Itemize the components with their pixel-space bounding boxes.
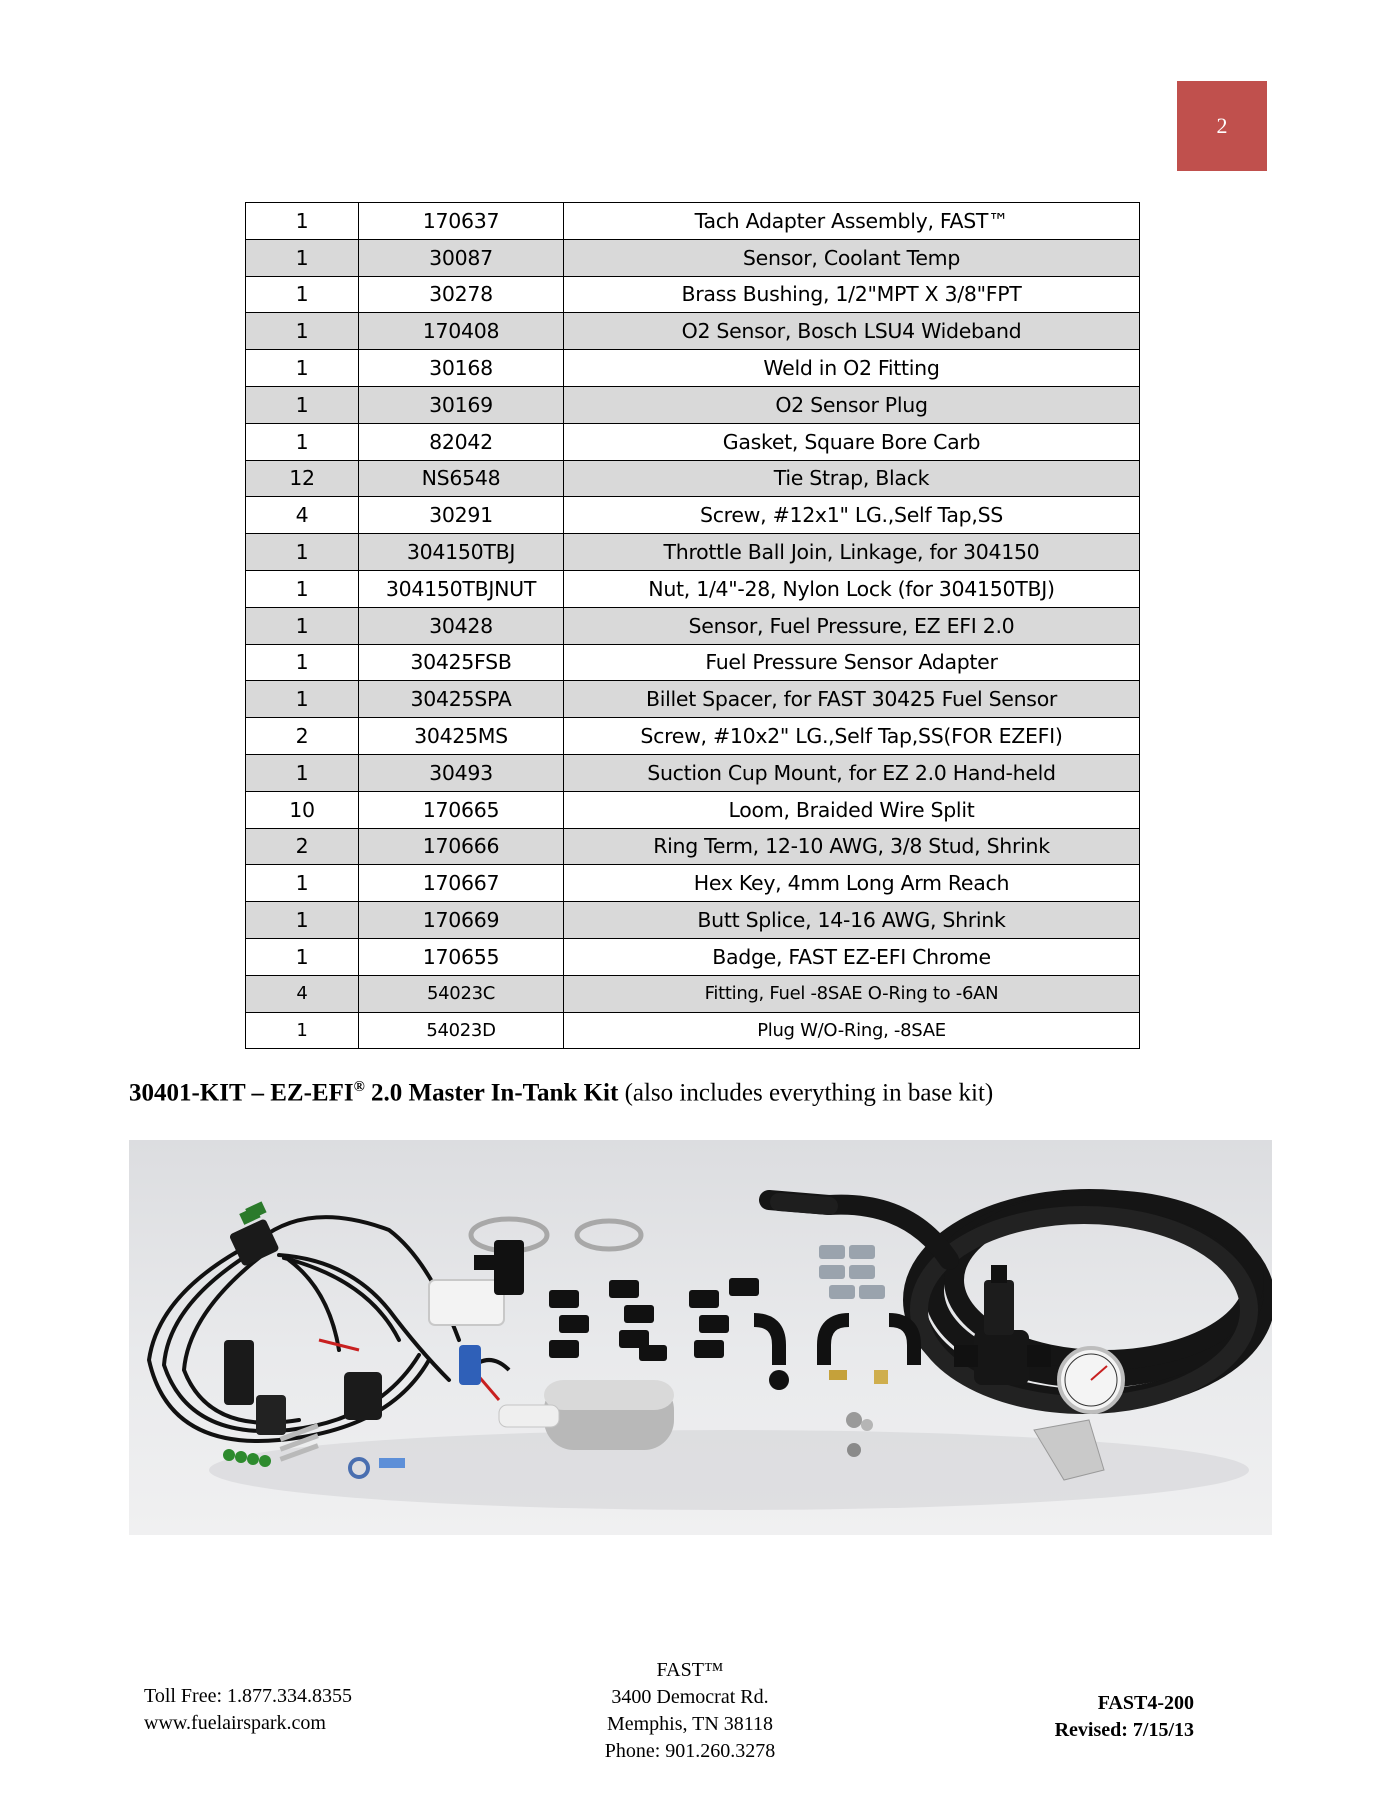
wiring-harness <box>149 1217 459 1441</box>
description-cell: Brass Bushing, 1/2"MPT X 3/8"FPT <box>564 276 1140 313</box>
revision-date: Revised: 7/15/13 <box>1054 1719 1194 1741</box>
footer-address <box>540 1657 840 1765</box>
qty-cell: 10 <box>246 791 359 828</box>
qty-cell: 1 <box>246 607 359 644</box>
part-number-cell: 30278 <box>359 276 564 313</box>
part-number-cell: 170666 <box>359 828 564 865</box>
footer-doc-info <box>1000 1690 1194 1744</box>
description-cell: Ring Term, 12-10 AWG, 3/8 Stud, Shrink <box>564 828 1140 865</box>
kit-title-prefix: 30401-KIT – EZ-EFI <box>129 1079 354 1107</box>
description-cell: Plug W/O-Ring, -8SAE <box>564 1012 1140 1049</box>
description-cell: Screw, #12x1" LG.,Self Tap,SS <box>564 497 1140 534</box>
qty-cell: 1 <box>246 938 359 975</box>
kit-title-suffix: 2.0 Master In-Tank Kit <box>364 1079 619 1107</box>
qty-cell: 2 <box>246 718 359 755</box>
table-row <box>246 607 1140 644</box>
qty-cell: 2 <box>246 828 359 865</box>
table-row <box>246 644 1140 681</box>
description-cell: Gasket, Square Bore Carb <box>564 423 1140 460</box>
table-row <box>246 1012 1140 1049</box>
qty-cell: 1 <box>246 902 359 939</box>
brass-bushing <box>874 1370 888 1384</box>
part-number-cell: 30169 <box>359 386 564 423</box>
part-number-cell: 30428 <box>359 607 564 644</box>
description-cell: Butt Splice, 14-16 AWG, Shrink <box>564 902 1140 939</box>
part-number-cell: 30493 <box>359 754 564 791</box>
table-row <box>246 313 1140 350</box>
toll-free: Toll Free: 1.877.334.8355 <box>144 1685 353 1707</box>
part-number-cell: 170665 <box>359 791 564 828</box>
kit-contents-illustration <box>129 1140 1272 1535</box>
qty-cell: 1 <box>246 423 359 460</box>
qty-cell: 1 <box>246 681 359 718</box>
table-row <box>246 865 1140 902</box>
part-number-cell: NS6548 <box>359 460 564 497</box>
table-row <box>246 975 1140 1012</box>
city-state-zip: Memphis, TN 38118 <box>606 1713 774 1735</box>
description-cell: Fuel Pressure Sensor Adapter <box>564 644 1140 681</box>
footer-contact <box>144 1683 352 1737</box>
part-number-cell: 30425MS <box>359 718 564 755</box>
table-row <box>246 350 1140 387</box>
table-row <box>246 938 1140 975</box>
description-cell: Sensor, Coolant Temp <box>564 239 1140 276</box>
description-cell: Nut, 1/4"-28, Nylon Lock (for 304150TBJ) <box>564 570 1140 607</box>
table-row <box>246 276 1140 313</box>
description-cell: Tach Adapter Assembly, FAST™ <box>564 203 1140 240</box>
part-number-cell: 170408 <box>359 313 564 350</box>
table-row <box>246 754 1140 791</box>
description-cell: Throttle Ball Join, Linkage, for 304150 <box>564 534 1140 571</box>
part-number-cell: 30291 <box>359 497 564 534</box>
part-number-cell: 30425SPA <box>359 681 564 718</box>
qty-cell: 1 <box>246 350 359 387</box>
kit-note: (also includes everything in base kit) <box>618 1079 994 1107</box>
description-cell: Suction Cup Mount, for EZ 2.0 Hand-held <box>564 754 1140 791</box>
part-number-cell: 30087 <box>359 239 564 276</box>
part-number-cell: 82042 <box>359 423 564 460</box>
qty-cell: 1 <box>246 570 359 607</box>
fuel-pressure-gauge <box>1059 1348 1123 1412</box>
part-number-cell: 170667 <box>359 865 564 902</box>
table-row <box>246 681 1140 718</box>
harness-connectors <box>224 1201 382 1435</box>
table-row <box>246 239 1140 276</box>
qty-cell: 1 <box>246 239 359 276</box>
qty-cell: 12 <box>246 460 359 497</box>
part-number-cell: 170655 <box>359 938 564 975</box>
website-link[interactable]: www.fuelairspark.com <box>144 1712 326 1734</box>
qty-cell: 1 <box>246 754 359 791</box>
table-row <box>246 534 1140 571</box>
table-row <box>246 386 1140 423</box>
qty-cell: 1 <box>246 276 359 313</box>
description-cell: Fitting, Fuel -8SAE O-Ring to -6AN <box>564 975 1140 1012</box>
qty-cell: 1 <box>246 534 359 571</box>
company-name: FAST™ <box>656 1659 724 1681</box>
small-clamps <box>819 1245 885 1299</box>
filter-sock <box>429 1280 504 1325</box>
table-row <box>246 203 1140 240</box>
kit-contents-photo <box>129 1140 1272 1535</box>
qty-cell: 1 <box>246 865 359 902</box>
part-number-cell: 304150TBJ <box>359 534 564 571</box>
description-cell: Screw, #10x2" LG.,Self Tap,SS(FOR EZEFI) <box>564 718 1140 755</box>
part-number-cell: 30425FSB <box>359 644 564 681</box>
an-fittings <box>474 1240 914 1390</box>
part-number-cell: 170669 <box>359 902 564 939</box>
qty-cell: 4 <box>246 975 359 1012</box>
qty-cell: 1 <box>246 313 359 350</box>
registered-mark: ® <box>353 1079 365 1095</box>
table-row <box>246 460 1140 497</box>
page-number-badge: 2 <box>1177 81 1267 171</box>
description-cell: Tie Strap, Black <box>564 460 1140 497</box>
part-number-cell: 304150TBJNUT <box>359 570 564 607</box>
kit-heading <box>129 1079 1279 1107</box>
brass-fitting <box>829 1370 847 1380</box>
table-row <box>246 497 1140 534</box>
description-cell: Badge, FAST EZ-EFI Chrome <box>564 938 1140 975</box>
phone-number: Phone: 901.260.3278 <box>604 1740 776 1762</box>
parts-table-body <box>246 203 1140 1049</box>
table-row <box>246 828 1140 865</box>
description-cell: Sensor, Fuel Pressure, EZ EFI 2.0 <box>564 607 1140 644</box>
part-number-cell: 54023D <box>359 1012 564 1049</box>
table-row <box>246 423 1140 460</box>
qty-cell: 1 <box>246 644 359 681</box>
description-cell: O2 Sensor Plug <box>564 386 1140 423</box>
part-number-cell: 30168 <box>359 350 564 387</box>
description-cell: Loom, Braided Wire Split <box>564 791 1140 828</box>
qty-cell: 4 <box>246 497 359 534</box>
doc-number: FAST4-200 <box>1097 1692 1194 1714</box>
description-cell: O2 Sensor, Bosch LSU4 Wideband <box>564 313 1140 350</box>
qty-cell: 1 <box>246 1012 359 1049</box>
qty-cell: 1 <box>246 386 359 423</box>
table-row <box>246 791 1140 828</box>
table-row <box>246 570 1140 607</box>
qty-cell: 1 <box>246 203 359 240</box>
table-row <box>246 902 1140 939</box>
part-number-cell: 170637 <box>359 203 564 240</box>
part-number-cell: 54023C <box>359 975 564 1012</box>
description-cell: Weld in O2 Fitting <box>564 350 1140 387</box>
parts-table <box>245 202 1140 1049</box>
street-address: 3400 Democrat Rd. <box>611 1686 769 1708</box>
description-cell: Billet Spacer, for FAST 30425 Fuel Sensor <box>564 681 1140 718</box>
description-cell: Hex Key, 4mm Long Arm Reach <box>564 865 1140 902</box>
table-row <box>246 718 1140 755</box>
